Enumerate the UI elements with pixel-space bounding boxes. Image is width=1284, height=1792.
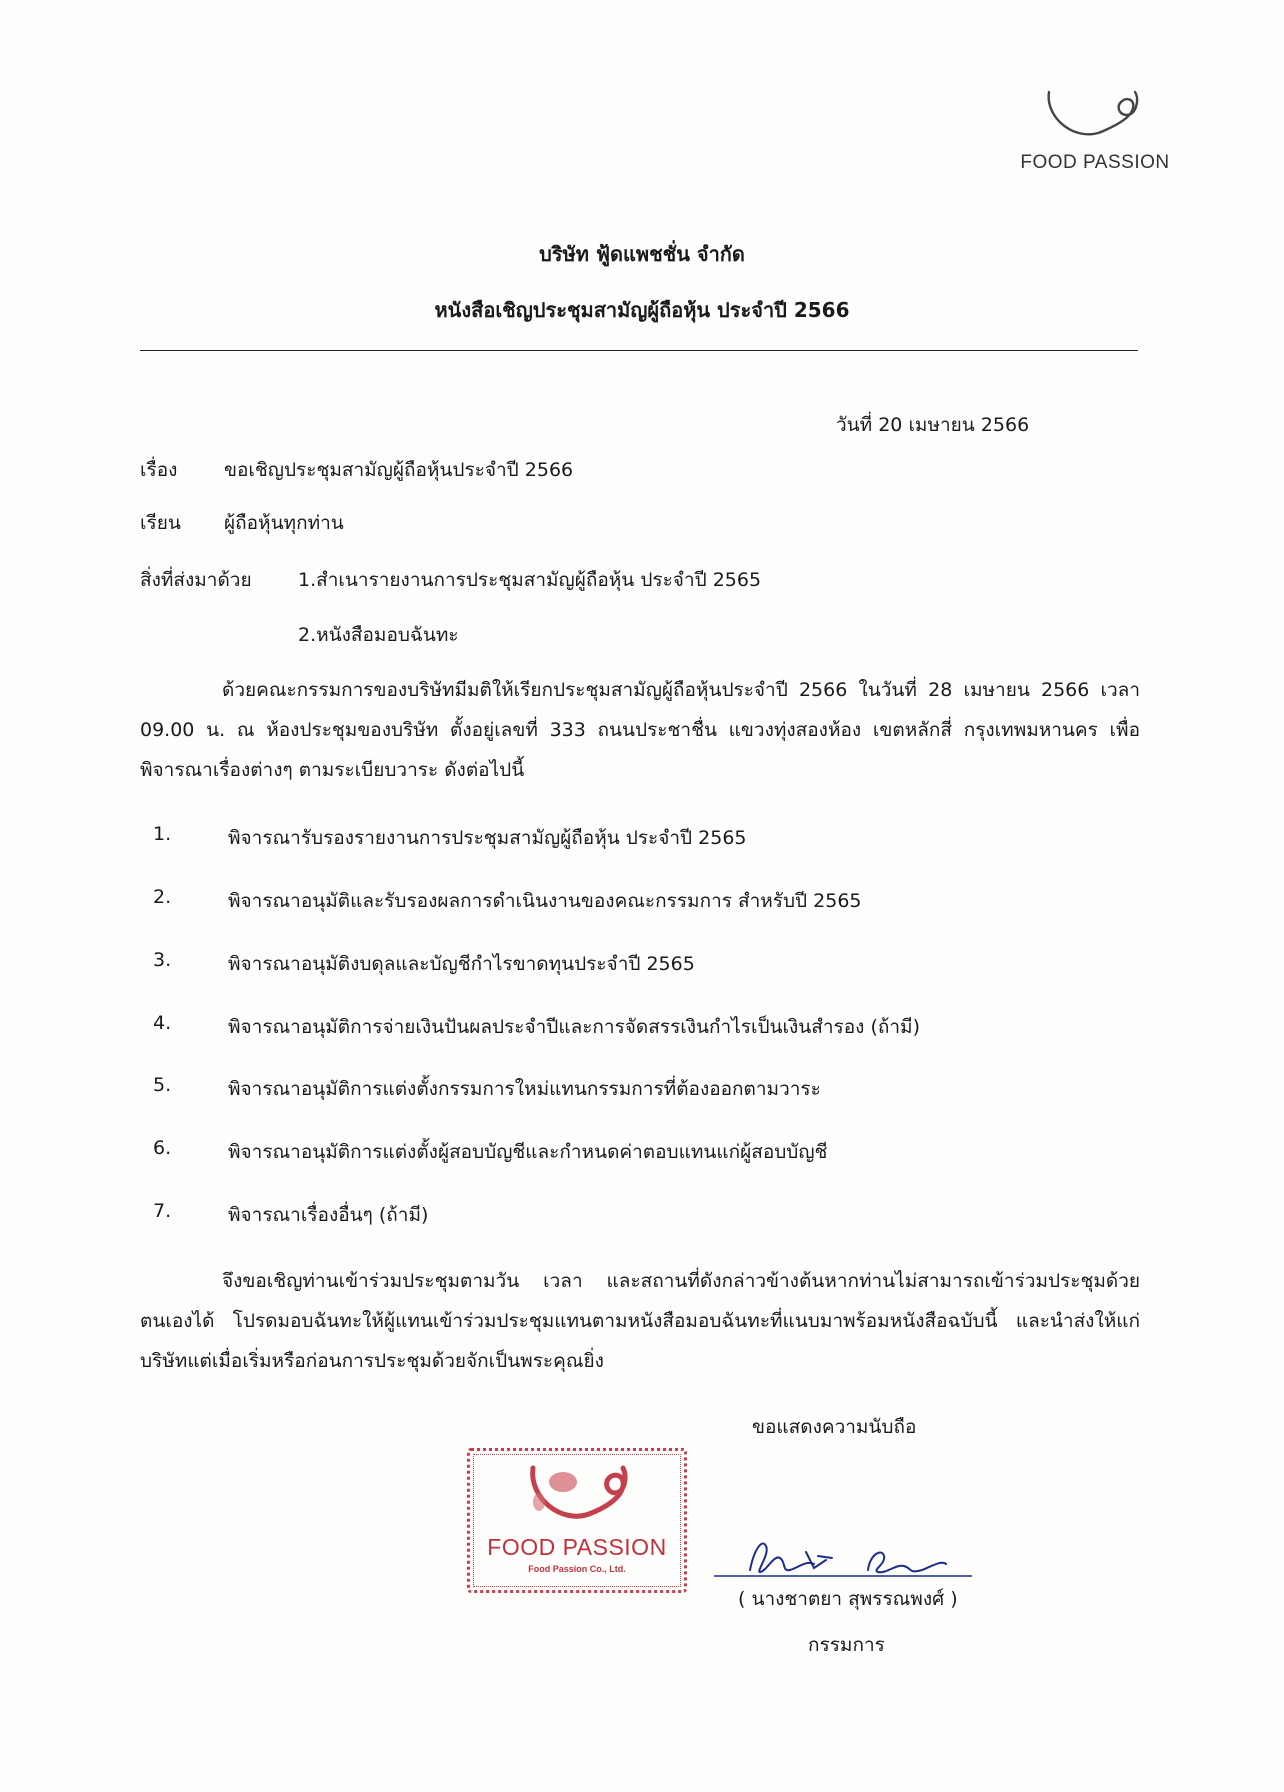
food-passion-logo-icon [1035,88,1155,146]
intro-paragraph: ด้วยคณะกรรมการของบริษัทมีมติให้เรียกประชุมสามัญผู้ถือหุ้นประจำปี 2566 ในวันที่ 28 เมษายน 2566 เวลา 09.00 น. ณ ห้องประชุมของบริษัท ตั้งอยู่เลขที่ 333 ถนนประชาชื่น แขวงทุ่งสองห้อง เขตหลักสี่ กรุงเทพมหานคร เพื่อพิจารณาเรื่องต่างๆ ตามระเบียบวาระ ดังต่อไปนี้ [140,679,1140,781]
signatory-title: กรรมการ [808,1634,885,1656]
agenda-number: 3. [153,949,172,971]
subject-label: เรื่อง [140,459,178,481]
agenda-item: พิจารณาอนุมัติการแต่งตั้งผู้สอบบัญชีและกำหนดค่าตอบแทนแก่ผู้สอบบัญชี [228,1141,828,1163]
signature [710,1520,980,1590]
header-divider [140,350,1138,351]
stamp-subtext: Food Passion Co., Ltd. [528,1564,626,1574]
enclosure-item: 2.หนังสือมอบฉันทะ [298,624,459,646]
agenda-number: 6. [153,1137,172,1159]
letter-date: วันที่ 20 เมษายน 2566 [836,414,1030,436]
enclosure-item: 1.สำเนารายงานการประชุมสามัญผู้ถือหุ้น ประจำปี 2565 [298,569,762,591]
company-stamp [467,1448,687,1593]
agenda-item: พิจารณาอนุมัติการจ่ายเงินปันผลประจำปีและการจัดสรรเงินกำไรเป็นเงินสำรอง (ถ้ามี) [228,1016,920,1038]
agenda-number: 4. [153,1012,172,1034]
logo-text: FOOD PASSION [1020,152,1170,173]
agenda-number: 7. [153,1200,172,1222]
document-title: หนังสือเชิญประชุมสามัญผู้ถือหุ้น ประจำปี 2566 [434,298,850,322]
company-logo [1000,88,1190,178]
recipient-label: เรียน [140,512,181,534]
closing-paragraph: จึงขอเชิญท่านเข้าร่วมประชุมตามวัน เวลา และสถานที่ดังกล่าวข้างต้นหากท่านไม่สามารถเข้าร่วมประชุมด้วยตนเองได้ โปรดมอบฉันทะให้ผู้แทนเข้าร่วมประชุมแทนตามหนังสือมอบฉันทะที่แนบมาพร้อมหนังสือฉบับนี้ และนำส่งให้แก่บริษัทแต่เมื่อเริ่มหรือก่อนการประชุมด้วยจักเป็นพระคุณยิ่ง [140,1270,1140,1372]
agenda-item: พิจารณารับรองรายงานการประชุมสามัญผู้ถือหุ้น ประจำปี 2565 [228,827,747,849]
agenda-item: พิจารณาอนุมัติการแต่งตั้งกรรมการใหม่แทนกรรมการที่ต้องออกตามวาระ [228,1078,821,1100]
signatory-name: ( นางชาตยา สุพรรณพงศ์ ) [738,1588,958,1610]
agenda-item: พิจารณาเรื่องอื่นๆ (ถ้ามี) [228,1204,429,1226]
agenda-number: 1. [153,823,172,845]
company-name: บริษัท ฟู้ดแพชชั่น จำกัด [539,242,745,266]
subject-value: ขอเชิญประชุมสามัญผู้ถือหุ้นประจำปี 2566 [224,459,574,481]
closing-salutation: ขอแสดงความนับถือ [752,1416,917,1438]
recipient-value: ผู้ถือหุ้นทุกท่าน [224,512,344,534]
stamp-text: FOOD PASSION [487,1534,667,1560]
agenda-number: 5. [153,1074,172,1096]
agenda-item: พิจารณาอนุมัติและรับรองผลการดำเนินงานของคณะกรรมการ สำหรับปี 2565 [228,890,862,912]
stamp-logo-icon [517,1462,637,1532]
agenda-number: 2. [153,886,172,908]
agenda-item: พิจารณาอนุมัติงบดุลและบัญชีกำไรขาดทุนประจำปี 2565 [228,953,695,975]
enclosures-label: สิ่งที่ส่งมาด้วย [140,569,252,591]
